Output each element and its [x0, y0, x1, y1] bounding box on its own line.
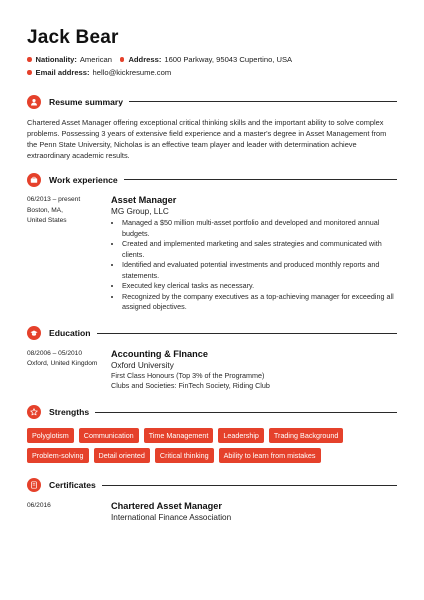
education-entry [27, 349, 397, 392]
list-item: • Created and implemented marketing and sales strategies and communicated with clients. [122, 239, 397, 260]
list-item: • Identified and evaluated potential investments and produced monthly reports and statements. [122, 260, 397, 281]
work-experience-section [27, 172, 397, 313]
section-title: Work experience [49, 174, 118, 185]
strength-tag: Detail oriented [94, 448, 150, 463]
work-meta [27, 195, 111, 313]
section-header [27, 478, 397, 493]
work-position: Asset Manager [111, 195, 177, 205]
section-header [27, 405, 397, 420]
strength-tags [27, 428, 397, 463]
briefcase-icon [27, 173, 41, 187]
education-details [111, 349, 397, 392]
certificate-issuer: International Finance Association [111, 512, 232, 522]
contact-row-2 [27, 66, 397, 79]
strength-tag: Problem-solving [27, 448, 89, 463]
work-dates: 06/2013 – present [27, 196, 81, 203]
certificate-icon [27, 478, 41, 492]
section-divider [95, 412, 397, 413]
strength-tag: Time Management [144, 428, 214, 443]
section-header [27, 326, 397, 341]
strength-tag: Leadership [218, 428, 264, 443]
certificates-section [27, 478, 397, 523]
section-title: Education [49, 328, 91, 338]
work-details [111, 195, 397, 313]
education-location: Oxford, United Kingdom [27, 360, 98, 367]
strength-tag: Polyglotism [27, 428, 74, 443]
education-meta [27, 349, 111, 392]
graduation-cap-icon [27, 326, 41, 340]
certificate-name: Chartered Asset Manager [111, 500, 222, 511]
section-header [27, 172, 397, 187]
certificate-entry [27, 501, 397, 523]
list-item: • Managed a $50 million multi-asset portfolio and developed and monitored annual budgets. [122, 218, 397, 239]
bullet-dot-icon [27, 57, 32, 62]
certificate-date: 06/2016 [27, 501, 51, 509]
certificate-details [111, 501, 397, 523]
section-header [27, 94, 397, 109]
strengths-section [27, 405, 397, 463]
section-title: Strengths [49, 407, 90, 417]
email-link[interactable]: hello@kickresume.com [92, 68, 172, 77]
education-line2: Clubs and Societies: FinTech Society, Riding Club [111, 381, 270, 390]
star-icon [27, 405, 41, 419]
strength-tag: Critical thinking [155, 448, 214, 463]
education-school: Oxford University [111, 360, 174, 370]
contact-row-1 [27, 53, 397, 66]
work-company: MG Group, LLC [111, 207, 169, 216]
email-label: Email address: [35, 68, 90, 77]
bullet-dot-icon [120, 57, 125, 62]
section-divider [129, 101, 397, 102]
education-degree: Accounting & FInance [111, 348, 208, 359]
strength-tag: Communication [79, 428, 139, 443]
list-item: • Executed key clerical tasks as necessary. [122, 281, 397, 292]
section-divider [97, 333, 397, 334]
section-divider [102, 485, 397, 486]
section-title: Certificates [49, 480, 96, 490]
contact-info [27, 53, 397, 79]
nationality-value: American [79, 55, 112, 64]
summary-text: Chartered Asset Manager offering exceptional critical thinking skills and the important ability to solve complex problems. Possessing 3 years of extensive field experience and a master's degree in Asset Management from the Penn State University, Nicholas is an effective team player and leader with determination achieve extraordinary academic results. [27, 118, 387, 160]
candidate-name: Jack Bear [27, 27, 119, 48]
education-section [27, 326, 397, 392]
address-label: Address: [128, 55, 162, 64]
strength-tag: Trading Background [269, 428, 343, 443]
section-title: Resume summary [49, 96, 124, 107]
education-line1: First Class Honours (Top 3% of the Programme) [111, 370, 265, 380]
resume-summary-section [27, 94, 397, 161]
education-dates: 08/2006 – 05/2010 [27, 349, 83, 357]
section-divider [124, 179, 397, 180]
bullet-dot-icon [27, 70, 32, 75]
address-value: 1600 Parkway, 95043 Cupertino, USA [164, 55, 293, 64]
certificate-meta [27, 501, 111, 523]
work-location-line1: Boston, MA, [27, 206, 63, 214]
nationality-label: Nationality: [35, 55, 77, 64]
work-location-line2: United States [27, 217, 67, 224]
strength-tag: Ability to learn from mistakes [219, 448, 321, 463]
work-bullets [111, 218, 397, 313]
person-icon [27, 95, 41, 109]
work-entry [27, 195, 397, 313]
list-item: • Recognized by the company executives as a top-achieving manager for exceeding all assigned objectives. [122, 292, 397, 313]
